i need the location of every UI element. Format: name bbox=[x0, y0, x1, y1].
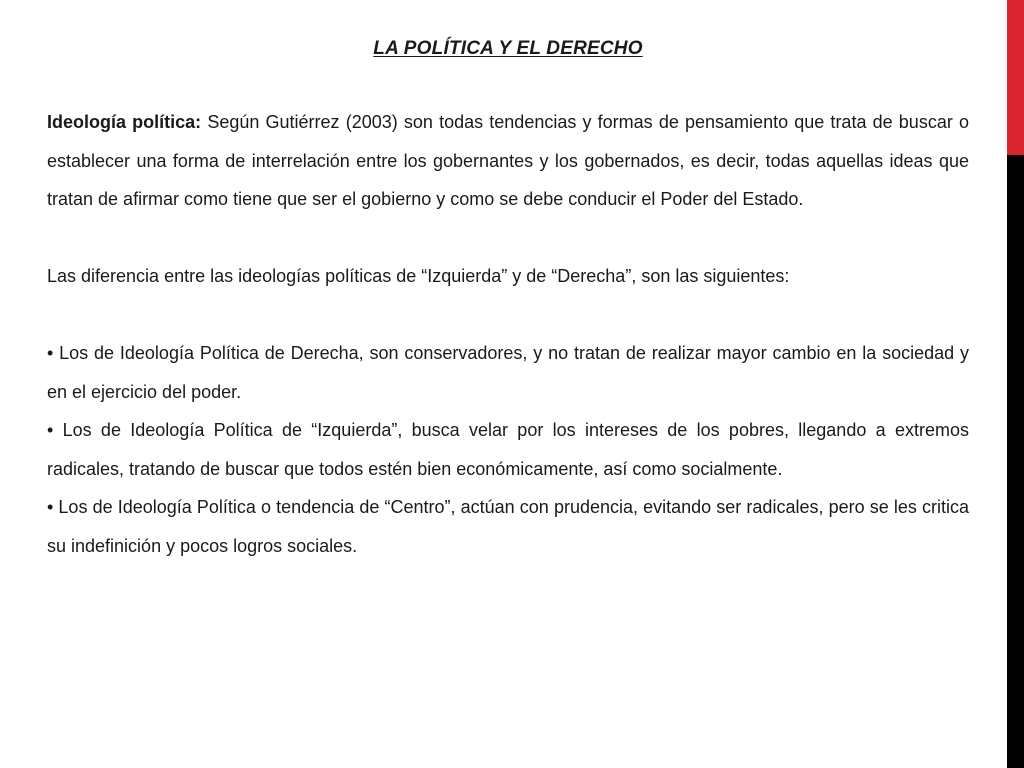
paragraph-spacer bbox=[47, 219, 969, 258]
definition-term: Ideología política: bbox=[47, 112, 202, 132]
accent-bar-black-segment bbox=[1007, 155, 1024, 768]
definition-paragraph bbox=[47, 103, 969, 219]
definition-text: Según Gutiérrez (2003) son todas tendencias y formas de pensamiento que trata de buscar o establecer una forma de interrelación entre los gobernantes y los gobernados, es decir, todas aquellas ideas que tratan de afirmar como tiene que ser el gobierno y como se debe conducir el Poder del Estado. bbox=[47, 112, 969, 209]
bullet-left-ideology: • Los de Ideología Política de “Izquierda”, busca velar por los intereses de los pobres, llegando a extremos radicales, tratando de buscar que todos estén bien económicamente, así como socialmente. bbox=[47, 420, 969, 479]
intro-paragraph: Las diferencia entre las ideologías políticas de “Izquierda” y de “Derecha”, son las siguientes: bbox=[47, 266, 790, 286]
slide-body bbox=[47, 103, 969, 565]
paragraph-spacer bbox=[47, 296, 969, 335]
bullet-right-ideology: • Los de Ideología Política de Derecha, son conservadores, y no tratan de realizar mayor cambio en la sociedad y en el ejercicio del poder. bbox=[47, 343, 969, 402]
side-accent-bar bbox=[1007, 0, 1024, 768]
accent-bar-red-segment bbox=[1007, 0, 1024, 155]
slide-title: LA POLÍTICA Y EL DERECHO bbox=[373, 38, 643, 59]
bullet-center-ideology: • Los de Ideología Política o tendencia de “Centro”, actúan con prudencia, evitando ser radicales, pero se les critica su indefinición y pocos logros sociales. bbox=[47, 497, 969, 556]
